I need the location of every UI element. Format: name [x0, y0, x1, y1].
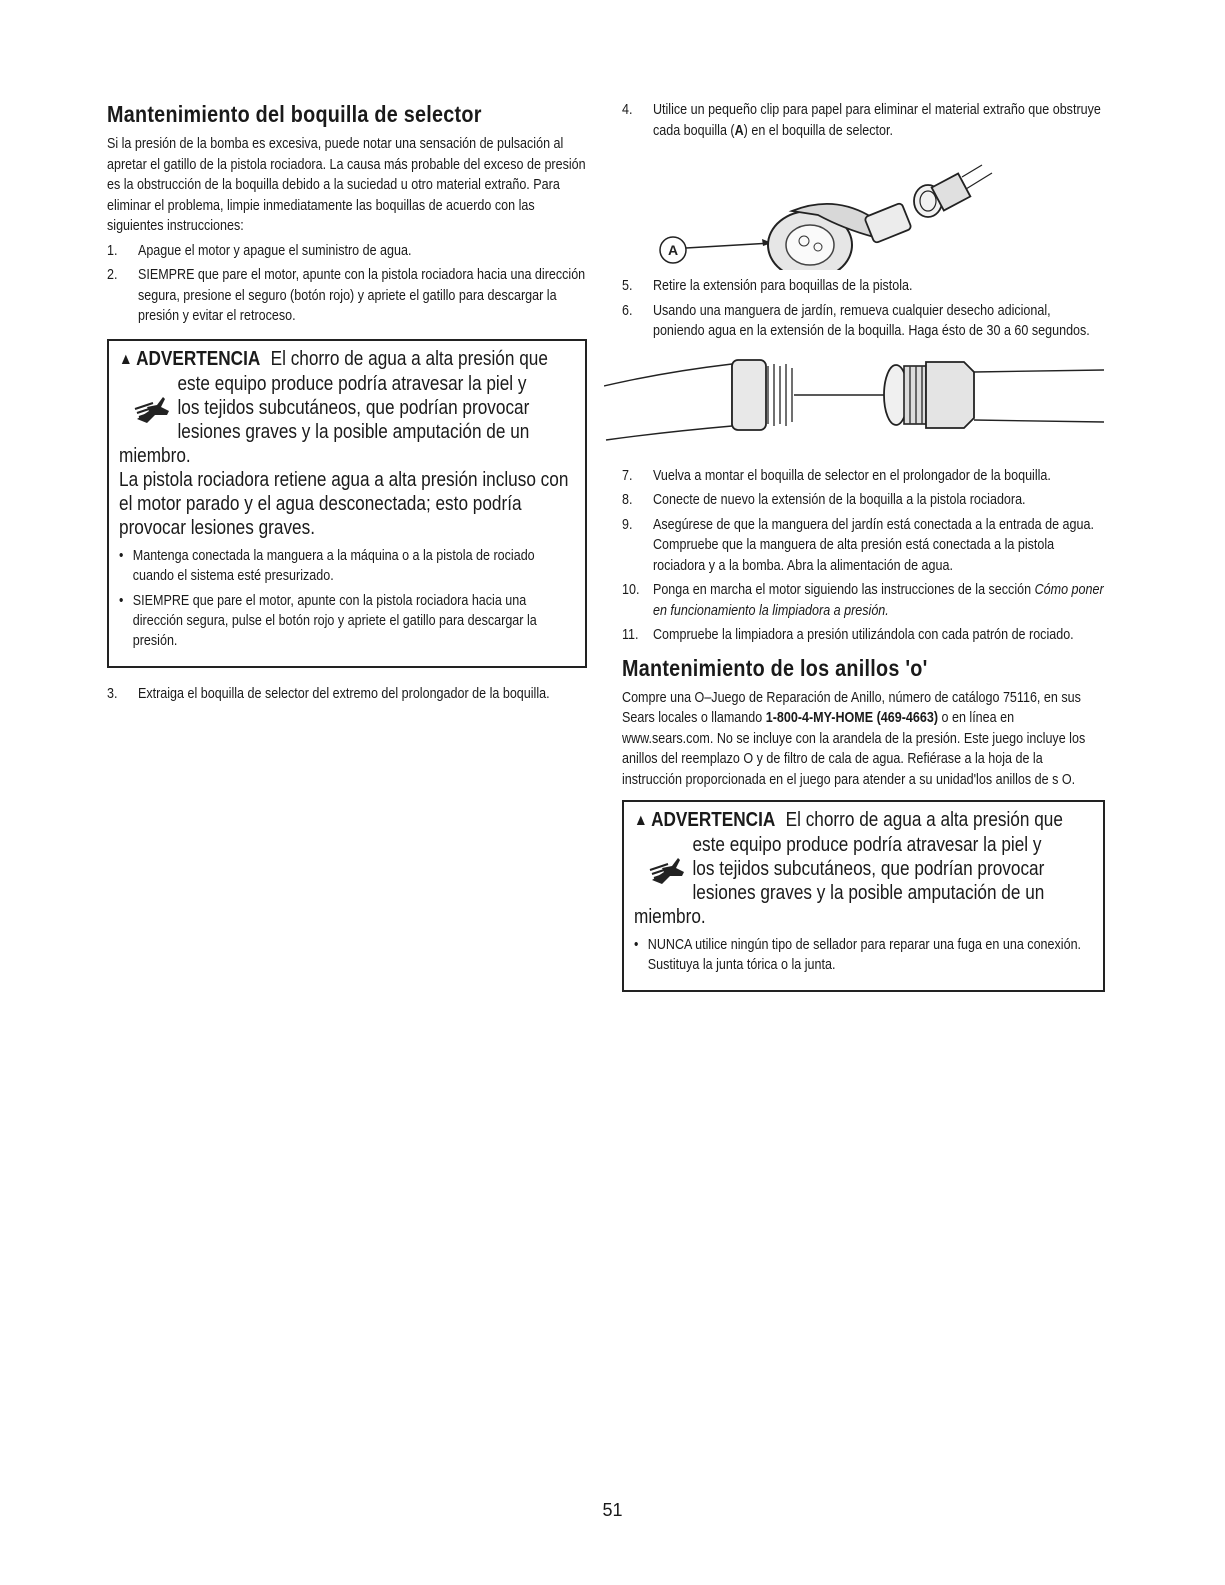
warning-line: miembro. [119, 444, 191, 467]
warning-line: lesiones graves y la posible amputación de un [692, 882, 1045, 904]
warning-triangle-icon: ▲ [634, 812, 648, 829]
section-heading-orings: Mantenimiento de los anillos 'o' [622, 654, 928, 681]
section-heading-nozzle: Mantenimiento del boquilla de selector [107, 101, 482, 127]
steps-list-5 [622, 466, 1104, 646]
warning-header: ▲ ADVERTENCIA El chorro de agua a alta presión que [634, 809, 1063, 831]
warning-line: los tejidos subcutáneos, que podrían provocar [177, 396, 530, 419]
right-column [622, 100, 1105, 1008]
warning-line: los tejidos subcutáneos, que podrían provocar [692, 858, 1045, 880]
warning-line: este equipo produce podría atravesar la piel y [177, 372, 527, 395]
steps-list-1 [107, 241, 586, 327]
nozzle-figure [622, 145, 1105, 270]
list-item: 10. Ponga en marcha el motor siguiendo las instrucciones de la sección Cómo poner en funcionamiento la limpiadora a presión. [622, 582, 1104, 619]
list-item: 6. Usando una manguera de jardín, remueva cualquier desecho adicional, poniendo agua en la extensión de la boquilla. Haga ésto de 30 a 60 segundos. [622, 302, 1090, 339]
hose-connection-illustration [604, 348, 1104, 458]
warning-bullets [119, 546, 572, 651]
list-item: 8. Conecte de nuevo la extensión de la boquilla a la pistola rociadora. [622, 492, 1026, 508]
warning-box-2 [622, 800, 1105, 992]
steps-list-4 [622, 276, 1104, 342]
orings-paragraph: Compre una O–Juego de Reparación de Anillo, número de catálogo 75116, en sus Sears locales o llamando 1-800-4-MY-HOME (469-4663) o en línea en www.sears.com. No se incluye con la arandela de la presión. Este juego incluye los anillos del reemplazo O y de filtro de cala de agua. Refiérase a la hoja de la instrucción proporcionada en el juego para atender a su unidad'los anillos de s O. [622, 689, 1086, 788]
list-item: 3. Extraiga el boquilla de selector del extremo del prolongador de la boquilla. [107, 685, 550, 702]
list-item: 11. Compruebe la limpiadora a presión utilizándola con cada patrón de rociado. [622, 627, 1074, 643]
intro-paragraph: Si la presión de la bomba es excesiva, puede notar una sensación de pulsación al apretar el gatillo de la pistola rociadora. La causa más probable del exceso de presión es la obstrucción de la boquilla debido a la suciedad u otro material extraño. Para eliminar el problema, limpie inmediatamente las boquillas de acuerdo con las siguientes instrucciones: [107, 136, 586, 234]
list-item: 9. Asegúrese de que la manguera del jardín está conectada a la entrada de agua. Compruebe que la manguera de alta presión está conectada a la pistola rociadora y a la bomba. Abra la alimentación de agua. [622, 516, 1094, 574]
warning-triangle-icon: ▲ [119, 350, 133, 368]
hose-figure [604, 348, 1105, 458]
list-item: • Mantenga conectada la manguera a la máquina o a la pistola de rociado cuando el sistema esté presurizado. [119, 547, 535, 584]
warning-line: lesiones graves y la posible amputación de un [177, 420, 530, 443]
warning-box-1 [107, 339, 587, 668]
page-number: 51 [602, 1500, 623, 1520]
list-item: • SIEMPRE que pare el motor, apunte con la pistola rociadora hacia una dirección segura, pulse el botón rojo y apriete el gatillo para descargar la presión. [119, 592, 537, 649]
warning-bullets [634, 935, 1090, 975]
list-item: • NUNCA utilice ningún tipo de sellador para reparar una fuga en una conexión. Sustituya la junta tórica o la junta. [634, 937, 1082, 973]
steps-list-3 [622, 100, 1104, 141]
list-item: 5. Retire la extensión para boquillas de la pistola. [622, 278, 913, 294]
steps-list-2 [107, 684, 586, 705]
selector-nozzle-illustration [622, 145, 1105, 270]
warning-line: miembro. [634, 906, 706, 928]
list-item: 1. Apague el motor y apague el suministro de agua. [107, 242, 412, 259]
warning-header: ▲ ADVERTENCIA El chorro de agua a alta presión que [119, 347, 548, 370]
callout-label: A [667, 242, 679, 258]
left-column [107, 100, 587, 708]
list-item: 7. Vuelva a montar el boquilla de selector en el prolongador de la boquilla. [622, 467, 1051, 484]
warning-line: este equipo produce podría atravesar la piel y [692, 834, 1042, 856]
list-item: 4. Utilice un pequeño clip para papel para eliminar el material extraño que obstruye cada boquilla (A) en el boquilla de selector. [622, 102, 1101, 139]
warning-paragraph: La pistola rociadora retiene agua a alta presión incluso con el motor parado y el agua desconectada; esto podría provocar lesiones graves. [119, 468, 569, 539]
list-item: 2. SIEMPRE que pare el motor, apunte con la pistola rociadora hacia una dirección segura, presione el seguro (botón rojo) y apriete el gatillo para descargar la presión y evitar el retroceso. [107, 267, 586, 324]
